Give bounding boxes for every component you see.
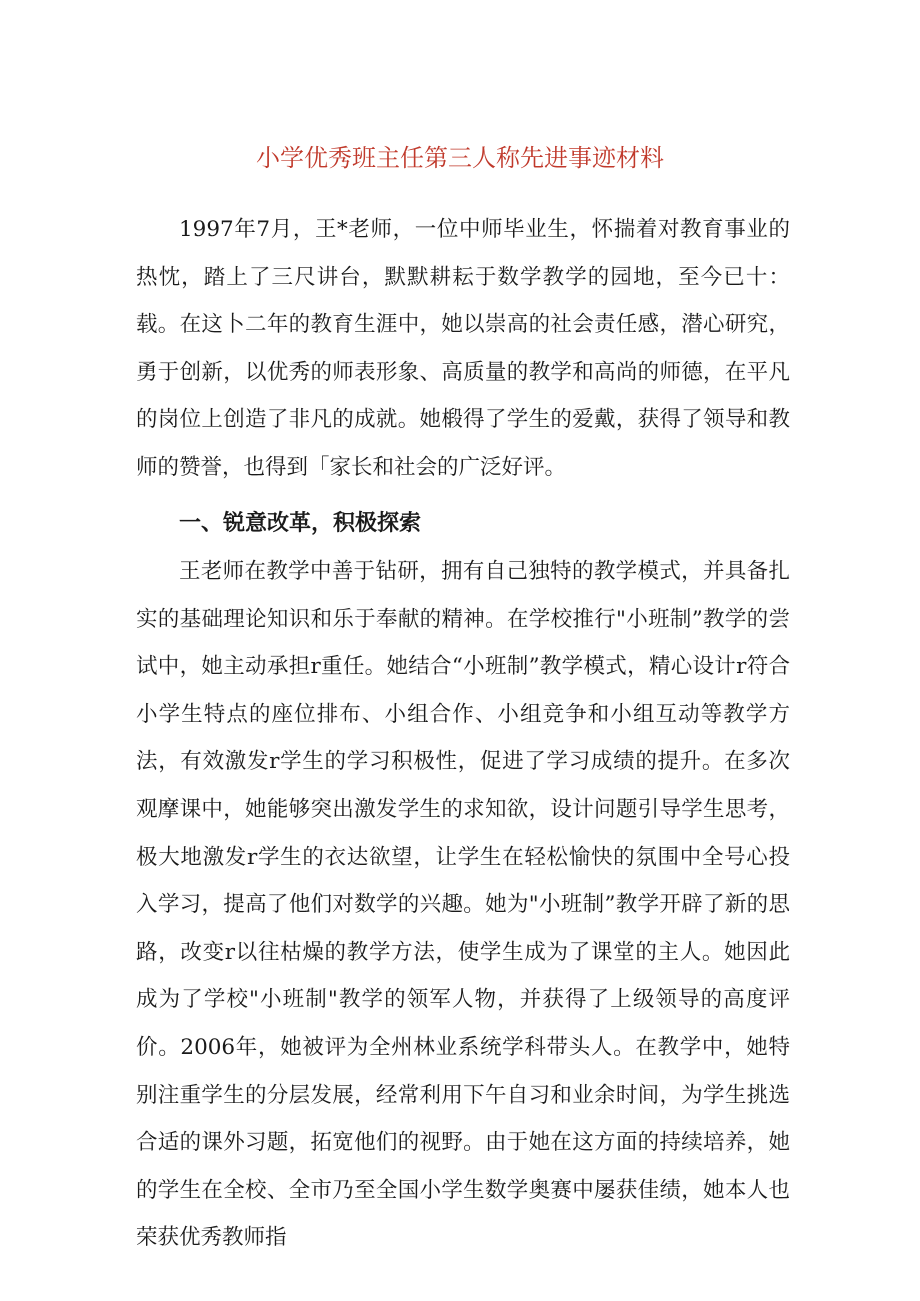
section-paragraph: 王老师在教学中善于钻研，拥有自己独特的教学模式，并具备扎实的基础理论知识和乐于奉献的精神。在学校推行"小班制”教学的尝试中，她主动承担r重任。她结合“小班制”教学模式，精心设计r符合小学生特点的座位排布、小组合作、小组竞争和小组互动等教学方法，有效激发r学生的学习积极性，促进了学习成绩的提升。在多次观摩课中，她能够突出激发学生的求知欲，设计问题引导学生思考，极大地激发r学生的衣达欲望，让学生在轻松愉快的氛围中全号心投入学习，提高了他们对数学的兴趣。她为"小班制”教学开辟了新的思路，改变r以往枯燥的教学方法，使学生成为了课堂的主人。她因此成为了学校"小班制"教学的领军人物，并获得了上级领导的高度评价。2006年，她被评为全州林业系统学科带头人。在教学中，她特别注重学生的分层发展，经常利用下午自习和业余时间，为学生挑选合适的课外习题，拓宽他们的视野。由于她在这方面的持续培养，她的学生在全校、全市乃至全国小学生数学奥赛中屡获佳绩，她本人也荣获优秀教师指	[136, 559, 790, 1251]
section-heading: 一、锐意改革，积极探索	[179, 511, 422, 536]
document-title: 小学优秀班主任第三人称先进事迹材料	[256, 144, 664, 172]
intro-paragraph: 1997年7月，王*老师，一位中师毕业生，怀揣着对教育事业的热忱，踏上了三尺讲台，默默耕耘于数学教学的园地，至今已十：载。在这卜二年的教育生涯中，她以崇高的社会责任感，潜心研究，勇于创新，以优秀的师表形象、高质量的教学和高尚的师德，在平凡的岗位上创造了非凡的成就。她椴得了学生的爱戴，获得了领导和教师的赞誉，也得到「家长和社会的广泛好评。	[136, 217, 790, 480]
